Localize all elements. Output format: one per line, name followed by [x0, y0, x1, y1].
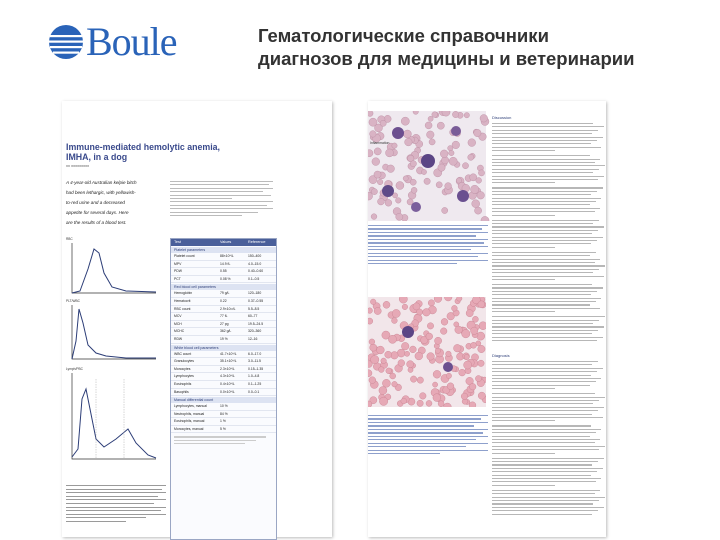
red-blood-cell — [428, 300, 434, 306]
red-blood-cell — [374, 148, 381, 155]
red-blood-cell — [410, 346, 417, 353]
red-blood-cell — [471, 185, 479, 193]
red-blood-cell — [436, 182, 442, 188]
table-row — [171, 411, 276, 419]
cell-value: 0.0×10⁹/L — [220, 389, 235, 394]
photo-caption-bottom — [368, 415, 488, 457]
cell-reference: 0.1–1.25 — [248, 381, 262, 386]
red-blood-cell — [446, 373, 451, 378]
red-blood-cell — [449, 157, 457, 165]
table-row — [171, 321, 276, 329]
logo-globe-icon — [48, 24, 84, 60]
cell-test: Neutrophils, manual — [174, 411, 205, 416]
red-blood-cell — [399, 297, 407, 303]
red-blood-cell — [462, 163, 468, 169]
red-blood-cell — [405, 138, 413, 146]
red-blood-cell — [425, 122, 432, 129]
cell-test: MCH — [174, 321, 182, 326]
white-blood-cell — [451, 126, 461, 136]
white-blood-cell — [443, 362, 453, 372]
cell-test: Eosinophils, manual — [174, 419, 205, 424]
red-blood-cell — [469, 383, 476, 390]
intro-line: appetite for several days. Here — [66, 210, 129, 215]
red-blood-cell — [386, 149, 394, 157]
red-blood-cell — [417, 377, 423, 383]
plt-histogram — [66, 301, 162, 365]
red-blood-cell — [417, 400, 423, 406]
red-blood-cell — [462, 330, 470, 338]
red-blood-cell — [410, 376, 416, 382]
red-blood-cell — [452, 141, 460, 149]
red-blood-cell — [371, 189, 377, 195]
red-blood-cell — [435, 337, 442, 344]
red-blood-cell — [427, 131, 435, 139]
red-blood-cell — [424, 178, 430, 184]
case-body-text — [170, 181, 273, 218]
red-blood-cell — [447, 383, 454, 390]
red-blood-cell — [464, 354, 469, 359]
red-blood-cell — [370, 131, 377, 138]
red-blood-cell — [475, 376, 481, 382]
cell-test: Basophils — [174, 389, 189, 394]
intro-line: are the results of a blood test. — [66, 220, 127, 225]
cell-value: 19 % — [220, 336, 228, 341]
header-test: Test — [174, 240, 181, 244]
red-blood-cell — [398, 360, 405, 367]
table-row — [171, 403, 276, 411]
red-blood-cell — [434, 297, 442, 303]
red-blood-cell — [381, 358, 387, 364]
table-row — [171, 389, 276, 397]
case-page-right — [368, 101, 606, 537]
red-blood-cell — [390, 373, 396, 379]
cell-test: RBC count — [174, 306, 191, 311]
intro-line: A 4-year-old Australian kelpie bitch — [66, 180, 137, 185]
cell-value: 5 % — [220, 426, 226, 431]
case-author: xx xxxxxxxxx — [66, 163, 90, 168]
document-spread — [62, 101, 612, 537]
red-blood-cell — [479, 322, 486, 330]
red-blood-cell — [442, 207, 448, 213]
cell-value: 4.3×10⁹/L — [220, 374, 235, 379]
red-blood-cell — [475, 207, 482, 214]
red-blood-cell — [466, 310, 473, 317]
case-title-line-2: IMHA, in a dog — [66, 152, 128, 162]
results-table — [170, 238, 277, 540]
header-reference: Reference — [248, 240, 266, 244]
table-row — [171, 358, 276, 366]
discussion-heading: Discussion — [492, 115, 512, 120]
red-blood-cell — [478, 392, 485, 399]
boule-logo — [48, 19, 183, 66]
red-blood-cell — [368, 308, 373, 314]
discussion-text — [492, 123, 606, 343]
cell-test: Eosinophils — [174, 381, 192, 386]
red-blood-cell — [433, 394, 441, 402]
red-blood-cell — [396, 182, 404, 190]
red-blood-cell — [369, 339, 375, 345]
red-blood-cell — [477, 192, 485, 200]
logo-wordmark: Boule — [86, 19, 177, 64]
red-blood-cell — [383, 301, 390, 308]
table-row — [171, 253, 276, 261]
table-row — [171, 261, 276, 269]
red-blood-cell — [469, 402, 476, 407]
photo-caption-top — [368, 225, 488, 267]
plt-histogram-label: PLT/WBC — [66, 299, 80, 303]
red-blood-cell — [369, 377, 376, 384]
red-blood-cell — [368, 111, 373, 117]
cell-test: RDW — [174, 336, 183, 341]
red-blood-cell — [455, 326, 463, 334]
red-blood-cell — [417, 309, 423, 315]
red-blood-cell — [478, 345, 485, 352]
red-blood-cell — [471, 342, 477, 348]
rbc-histogram — [66, 239, 162, 299]
red-blood-cell — [385, 351, 392, 358]
cell-test: Lymphocytes, manual — [174, 404, 207, 409]
cell-value: 362 g/L — [220, 329, 232, 334]
white-blood-cell — [457, 190, 469, 202]
slide-title — [258, 24, 698, 70]
red-blood-cell — [374, 307, 381, 314]
red-blood-cell — [415, 352, 423, 360]
diagnosis-text — [492, 361, 606, 517]
red-blood-cell — [397, 349, 405, 357]
red-blood-cell — [454, 344, 462, 352]
table-row — [171, 351, 276, 359]
red-blood-cell — [433, 382, 438, 387]
cell-reference — [248, 403, 274, 410]
red-blood-cell — [410, 161, 416, 167]
red-blood-cell — [445, 183, 452, 190]
red-blood-cell — [476, 178, 482, 184]
red-blood-cell — [374, 171, 381, 178]
table-legend — [171, 436, 276, 443]
red-blood-cell — [420, 393, 427, 400]
cell-value: 0.22 — [220, 298, 227, 303]
white-blood-cell — [421, 154, 435, 168]
cell-reference: 1.0–4.8 — [248, 374, 260, 379]
case-title — [66, 142, 220, 162]
red-blood-cell — [446, 351, 452, 357]
red-blood-cell — [449, 150, 454, 155]
red-blood-cell — [379, 397, 387, 405]
cell-value: 10 % — [220, 404, 228, 409]
cell-value: 35.1×10⁹/L — [220, 359, 237, 364]
cell-test: Hemoglobin — [174, 291, 193, 296]
red-blood-cell — [459, 369, 466, 376]
red-blood-cell — [452, 111, 458, 117]
cell-value: 0.55 — [220, 269, 227, 274]
case-page-left — [62, 101, 332, 537]
red-blood-cell — [392, 309, 400, 317]
red-blood-cell — [377, 346, 385, 354]
red-blood-cell — [379, 387, 387, 395]
red-blood-cell — [413, 111, 418, 114]
blood-smear-photo-bottom — [368, 297, 486, 407]
white-blood-cell — [392, 127, 404, 139]
cell-reference — [248, 411, 274, 418]
red-blood-cell — [433, 370, 441, 378]
table-body — [171, 247, 276, 433]
cell-value: 27 pg — [220, 321, 229, 326]
cell-test: Hematocrit — [174, 298, 191, 303]
red-blood-cell — [426, 400, 432, 406]
red-blood-cell — [370, 299, 376, 305]
cell-value: 0.4×10⁹/L — [220, 381, 235, 386]
wbc-histogram — [66, 369, 162, 465]
table-section-heading: Platelet parameters — [171, 247, 276, 253]
red-blood-cell — [438, 401, 444, 407]
red-blood-cell — [464, 113, 469, 118]
cell-test: MCV — [174, 314, 182, 319]
wbc-histogram-label: Lymph/PBC — [66, 367, 83, 371]
table-section-heading: Red blood cell parameters — [171, 284, 276, 290]
red-blood-cell — [392, 143, 397, 148]
cell-test: Monocytes, manual — [174, 426, 204, 431]
intro-line: had been lethargic, with yellowish- — [66, 190, 136, 195]
red-blood-cell — [471, 327, 478, 334]
table-row — [171, 426, 276, 434]
red-blood-cell — [377, 179, 383, 185]
red-blood-cell — [457, 297, 462, 301]
table-row — [171, 328, 276, 336]
red-blood-cell — [478, 360, 484, 366]
red-blood-cell — [421, 169, 426, 174]
white-blood-cell — [411, 202, 421, 212]
cell-reference: 0.0–0.1 — [248, 389, 260, 394]
cell-reference: 5.5–8.5 — [248, 306, 260, 311]
white-blood-cell — [402, 326, 414, 338]
red-blood-cell — [392, 318, 398, 324]
table-row — [171, 336, 276, 344]
cell-reference: 0.37–0.55 — [248, 298, 264, 303]
red-blood-cell — [396, 198, 402, 204]
case-intro — [66, 178, 156, 228]
red-blood-cell — [435, 348, 440, 353]
table-row — [171, 276, 276, 284]
red-blood-cell — [410, 179, 416, 185]
red-blood-cell — [438, 164, 445, 171]
cell-test: Monocytes — [174, 366, 191, 371]
red-blood-cell — [426, 333, 433, 340]
red-blood-cell — [401, 398, 407, 404]
red-blood-cell — [387, 165, 395, 173]
red-blood-cell — [427, 353, 435, 361]
cell-reference: 6.0–17.0 — [248, 351, 262, 356]
cell-reference: 0.1–0.5 — [248, 276, 260, 281]
table-row — [171, 381, 276, 389]
table-row — [171, 290, 276, 298]
red-blood-cell — [401, 342, 409, 350]
red-blood-cell — [468, 154, 474, 160]
red-blood-cell — [440, 328, 447, 335]
red-blood-cell — [478, 170, 484, 176]
red-blood-cell — [368, 318, 373, 324]
cell-reference: 19.5–24.5 — [248, 321, 264, 326]
red-blood-cell — [423, 309, 431, 317]
table-row — [171, 418, 276, 426]
cell-test: MCHC — [174, 329, 185, 334]
cell-value: 1 % — [220, 419, 226, 424]
red-blood-cell — [392, 381, 398, 387]
red-blood-cell — [437, 122, 444, 129]
slide-title-line-2: диагнозов для медицины и ветеринарии — [258, 48, 635, 69]
table-row — [171, 313, 276, 321]
table-section-heading: Manual differential count — [171, 397, 276, 403]
table-row — [171, 306, 276, 314]
cell-reference: 120–180 — [248, 291, 262, 296]
red-blood-cell — [401, 117, 409, 125]
red-blood-cell — [371, 214, 377, 220]
cell-value: 77 fL — [220, 314, 228, 319]
cell-value: 2.3×10⁹/L — [220, 366, 235, 371]
cell-value: 14.9 fL — [220, 261, 231, 266]
table-row — [171, 268, 276, 276]
red-blood-cell — [461, 393, 468, 400]
cell-test: WBC count — [174, 351, 192, 356]
histogram-caption — [66, 485, 166, 525]
red-blood-cell — [480, 115, 488, 123]
table-row — [171, 298, 276, 306]
red-blood-cell — [440, 150, 448, 158]
red-blood-cell — [472, 200, 480, 208]
red-blood-cell — [432, 112, 438, 118]
red-blood-cell — [372, 158, 380, 166]
cell-value: 88×10⁹/L — [220, 254, 234, 258]
case-title-line-1: Immune-mediated hemolytic anemia, — [66, 142, 220, 152]
cell-reference: 0.40–0.60 — [248, 269, 264, 274]
table-section-heading: White blood cell parameters — [171, 345, 276, 351]
red-blood-cell — [378, 367, 384, 373]
cell-value: 0.08 % — [220, 276, 231, 281]
cell-value: 41.7×10⁹/L — [220, 351, 237, 356]
red-blood-cell — [428, 116, 433, 121]
red-blood-cell — [441, 318, 448, 325]
white-blood-cell — [382, 185, 394, 197]
cell-test: MPV — [174, 261, 182, 266]
red-blood-cell — [370, 344, 377, 351]
cell-reference — [248, 418, 274, 425]
intro-line: to-red urine and a decreased — [66, 200, 125, 205]
header-values: Values — [220, 240, 232, 244]
red-blood-cell — [386, 368, 392, 374]
photo-label-inflammation: Inflammation — [370, 141, 390, 145]
red-blood-cell — [382, 379, 390, 387]
red-blood-cell — [380, 120, 386, 126]
cell-test: PCT — [174, 276, 181, 281]
cell-value: 2.9×10¹²/L — [220, 306, 236, 311]
red-blood-cell — [402, 304, 408, 310]
rbc-histogram-label: RBC — [66, 237, 73, 241]
red-blood-cell — [429, 139, 435, 145]
red-blood-cell — [427, 323, 433, 329]
red-blood-cell — [405, 351, 410, 356]
red-blood-cell — [388, 335, 396, 343]
slide-title-line-1: Гематологические справочники — [258, 25, 549, 46]
red-blood-cell — [403, 176, 408, 181]
red-blood-cell — [468, 139, 476, 147]
cell-reference: 4.0–15.0 — [248, 261, 262, 266]
cell-test: Lymphocytes — [174, 374, 194, 379]
cell-reference — [248, 426, 274, 433]
red-blood-cell — [411, 187, 417, 193]
cell-test: Granulocytes — [174, 359, 194, 364]
cell-value: 79 g/L — [220, 291, 230, 296]
red-blood-cell — [464, 361, 472, 369]
table-row — [171, 373, 276, 381]
cell-reference: 60–77 — [248, 314, 258, 319]
table-header — [171, 239, 276, 246]
cell-reference: 320–360 — [248, 329, 262, 334]
cell-test: PDW — [174, 269, 182, 274]
red-blood-cell — [452, 305, 458, 311]
table-row — [171, 366, 276, 374]
red-blood-cell — [478, 301, 485, 308]
cell-reference: 0.15–1.35 — [248, 366, 264, 371]
cell-test: Platelet count — [174, 254, 195, 258]
red-blood-cell — [474, 129, 481, 136]
red-blood-cell — [378, 198, 385, 205]
red-blood-cell — [403, 130, 411, 138]
cell-reference: 3.0–11.5 — [248, 359, 261, 364]
red-blood-cell — [396, 213, 403, 220]
cell-reference: 150–400 — [248, 254, 262, 258]
cell-value: 84 % — [220, 411, 228, 416]
diagnosis-heading: Diagnosis — [492, 353, 510, 358]
red-blood-cell — [407, 361, 414, 368]
cell-reference: 12–16 — [248, 336, 258, 341]
